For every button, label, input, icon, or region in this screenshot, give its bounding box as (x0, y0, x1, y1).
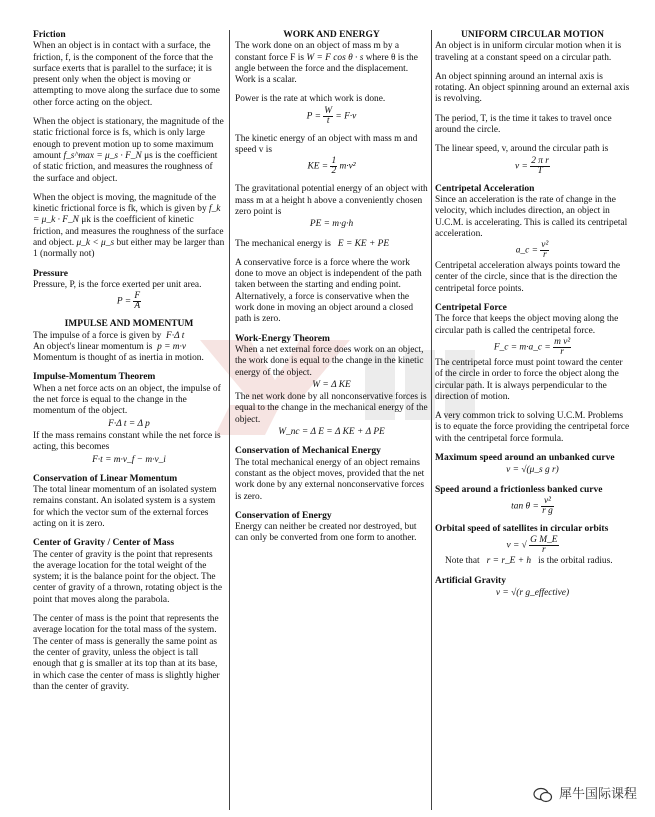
pe-text: The gravitational potential energy of an object with mass m at a height h above a conveniently chosen zero point is (235, 184, 428, 217)
wet-text-1: When a net external force does work on an object, the work done is equal to the change in the kinetic energy of the object. (235, 344, 424, 378)
pressure-text: Pressure, P, is the force exerted per unit area. (33, 279, 202, 290)
sb-equation: tan θ = $\frac{\text{v²}}{\text{r g}}$ (511, 495, 553, 516)
cog-text-2: The center of mass is the point that represents the average location for the total mass of the system. The center of mass is generally the same point as the center of gravity, unless the object is tall enough that g is smaller at its top than at its base, in which case the center of mass is slightly higher than the center of gravity. (33, 614, 220, 692)
impulse-text-2: An object's linear momentum is p = m·v (33, 341, 187, 352)
impulse-text-1: The impulse of a force is given by F·Δ t (33, 330, 185, 341)
coe-heading: Conservation of Energy (235, 510, 332, 521)
ms-equation: v = √(μ_s g r) (506, 465, 559, 476)
cforce-text-2: The centripetal force must point toward the center of the circle in order to force the object along the circular path. It is always perpendicular to the direction of motion. (435, 357, 623, 402)
ca-text-1: Since an acceleration is the rate of change in the velocity, which includes direction, an object in U.C.M. is accelerating. This is called its centripetal acceleration. (435, 194, 628, 239)
column-3 (435, 30, 630, 607)
mechanical-energy-section (235, 239, 428, 250)
ca-heading: Centripetal Acceleration (435, 183, 535, 194)
max-speed-section (435, 453, 630, 477)
impulse-text-3: Momentum is thought of as inertia in motion. (33, 353, 204, 364)
sb-heading: Speed around a frictionless banked curve (435, 484, 603, 495)
conservation-energy-section (235, 511, 428, 545)
work-energy-section (235, 30, 428, 86)
pressure-heading: Pressure (33, 268, 69, 279)
os-heading: Orbital speed of satellites in circular orbits (435, 523, 609, 534)
conservative-force-section (235, 258, 428, 326)
colm-heading: Conservation of Linear Momentum (33, 473, 178, 484)
ke-text: The kinetic energy of an object with mass m and speed v is (235, 133, 418, 156)
wet-heading: Work-Energy Theorem (235, 333, 330, 344)
centripetal-acceleration-section (435, 184, 630, 295)
pressure-equation: P = $\frac{F}{A}$ (116, 291, 141, 312)
me-text: The mechanical energy is E = KE + PE (235, 238, 390, 249)
linear-speed-equation: v = $\frac{\text{2 π r}}{T}$ (515, 155, 549, 176)
wet-text-2: The net work done by all nonconservative forces is equal to the change in the mechanical energy of the object. (235, 392, 428, 425)
os-equation: v = √ $\frac{\text{G M\_E}}{r}$ (506, 535, 558, 556)
column-divider-right (431, 30, 432, 810)
ms-heading: Maximum speed around an unbanked curve (435, 453, 615, 464)
come-text: The total mechanical energy of an object remains constant as the object moves, provided that the net work done by any external nonconservative forces is zero. (235, 457, 425, 502)
column-2 (235, 30, 428, 553)
impulse-momentum-theorem-section (33, 372, 225, 465)
os-note: Note that r = r_E + h is the orbital radius. (445, 556, 613, 567)
pressure-section (33, 269, 225, 312)
impulse-heading: IMPULSE AND MOMENTUM (64, 319, 194, 330)
power-section (235, 94, 428, 125)
potential-energy-section (235, 184, 428, 230)
cog-text-1: The center of gravity is the point that represents the average location for the total weight of the system; it is the balance point for the object. The center of gravity of a thrown, rotating object is the point that moves along the parabola. (33, 549, 223, 605)
come-heading: Conservation of Mechanical Energy (235, 446, 381, 457)
static-friction-equation: f_s^max = μ_s · F_N (63, 150, 142, 161)
coe-text: Energy can neither be created nor destroyed, but can only be converted from one form to another. (235, 522, 417, 544)
work-energy-heading: WORK AND ENERGY (283, 30, 380, 40)
colm-text: The total linear momentum of an isolated system remains constant. An isolated system is a system for which the vector sum of the external forces acting on it is zero. (33, 485, 217, 529)
cf-heading: Centripetal Force (435, 303, 507, 314)
friction-section (33, 30, 225, 261)
ucm-heading: UNIFORM CIRCULAR MOTION (460, 30, 605, 40)
chat-bubble-icon (533, 787, 553, 803)
impulse-section (33, 319, 225, 364)
imt-text-2: If the mass remains constant while the net force is acting, this becomes (33, 430, 221, 453)
power-equation: P = $\frac{W}{t}$ = F·v (306, 105, 357, 126)
imt-text-1: When a net force acts on an object, the impulse of the net force is equal to the change in the momentum of the object. (33, 383, 221, 417)
ucm-section (435, 30, 630, 176)
cforce-text-3: A very common trick to solving U.C.M. Problems is to equate the force providing the centripetal force with the centripetal force formula. (435, 411, 630, 444)
cforce-text-1: The force that keeps the object moving along the circular path is called the centripetal force. (435, 314, 619, 336)
work-text: The work done on an object of mass m by a constant force F is W = F cos θ · s where θ is the angle between the force and the displacement. Work is a scalar. (235, 41, 418, 86)
ca-text-2: Centripetal acceleration always points toward the center of the circle, since that is the direction the centripetal force points. (435, 261, 621, 294)
wet-equation-1: W = Δ KE (312, 379, 351, 390)
wet-equation-2: W_nc = Δ E = Δ KE + Δ PE (278, 427, 385, 438)
ucm-text-3: The period, T, is the time it takes to travel once around the circle. (435, 113, 612, 136)
power-text: Power is the rate at which work is done. (235, 94, 386, 105)
ag-heading: Artificial Gravity (435, 575, 506, 586)
friction-text-3: When the object is moving, the magnitude of the kinetic frictional force is fk, which is given by f_k = μ_k · F_N μk is the coefficient of kinetic friction, and measures the roughness of the surface and object. μ_k < μ_s but either may be larger than 1 (normally not) (33, 192, 225, 260)
footer-brand (533, 787, 637, 803)
centripetal-force-section (435, 303, 630, 445)
footer-brand-text: 犀牛国际课程 (558, 787, 637, 803)
friction-text-1: When an object is in contact with a surface, the friction, f, is the component of the force that the surface exerts that is parallel to the surface; it is present only when the object is moving or attempting to move along the surface due to some other force acting on the object. (33, 41, 220, 108)
imt-equation-2: F·t = m·v_f − m·v_i (92, 454, 166, 465)
cforce-equation: F_c = m·a_c = $\frac{\text{m v²}}{r}$ (493, 336, 571, 357)
ucm-text-1: An object is in uniform circular motion when it is traveling at a constant speed on a circular path. (435, 41, 622, 63)
work-energy-theorem-section (235, 334, 428, 439)
friction-text-2: When the object is stationary, the magnitude of the static frictional force is fs, which is only large enough to prevent motion up to some maximum amount f_s^max = μ_s · F_N μs is the coefficient of static friction, and measures the roughness of the surface and object. (33, 117, 224, 184)
cf-text: A conservative force is a force where the work done to move an object is independent of the path taken between the starting and ending point. Alternatively, a force is conservative when the work done in moving an object around a closed path is zero. (235, 257, 422, 325)
ke-equation: KE = $\frac{1}{2}$ m·v² (307, 156, 356, 177)
conservation-momentum-section (33, 474, 225, 530)
friction-heading: Friction (33, 30, 66, 40)
ca-equation: a_c = $\frac{\text{v²}}{r}$ (515, 240, 549, 261)
orbital-speed-section (435, 524, 630, 568)
pe-equation: PE = m·g·h (309, 219, 354, 230)
artificial-gravity-section (435, 576, 630, 600)
imt-equation-1: F·Δ t = Δ p (108, 418, 150, 429)
conservation-mechanical-energy-section (235, 446, 428, 502)
kinetic-friction-equation: f_k = μ_k · F_N (33, 204, 221, 226)
banked-curve-section (435, 485, 630, 516)
imt-heading: Impulse-Momentum Theorem (33, 372, 156, 383)
ucm-text-2: An object spinning around an internal axis is rotating. An object spinning around an external axis is revolving. (435, 71, 630, 105)
column-divider-left (229, 30, 230, 810)
center-of-gravity-section (33, 538, 225, 693)
kinetic-energy-section (235, 134, 428, 177)
column-1 (33, 30, 225, 701)
work-equation: W = F cos θ · s (306, 52, 364, 63)
ucm-text-4: The linear speed, v, around the circular path is (435, 144, 609, 155)
mu-inequality: μ_k < μ_s (76, 238, 115, 249)
cog-heading: Center of Gravity / Center of Mass (33, 538, 175, 549)
ag-equation: v = √(r g_effective) (495, 587, 570, 598)
